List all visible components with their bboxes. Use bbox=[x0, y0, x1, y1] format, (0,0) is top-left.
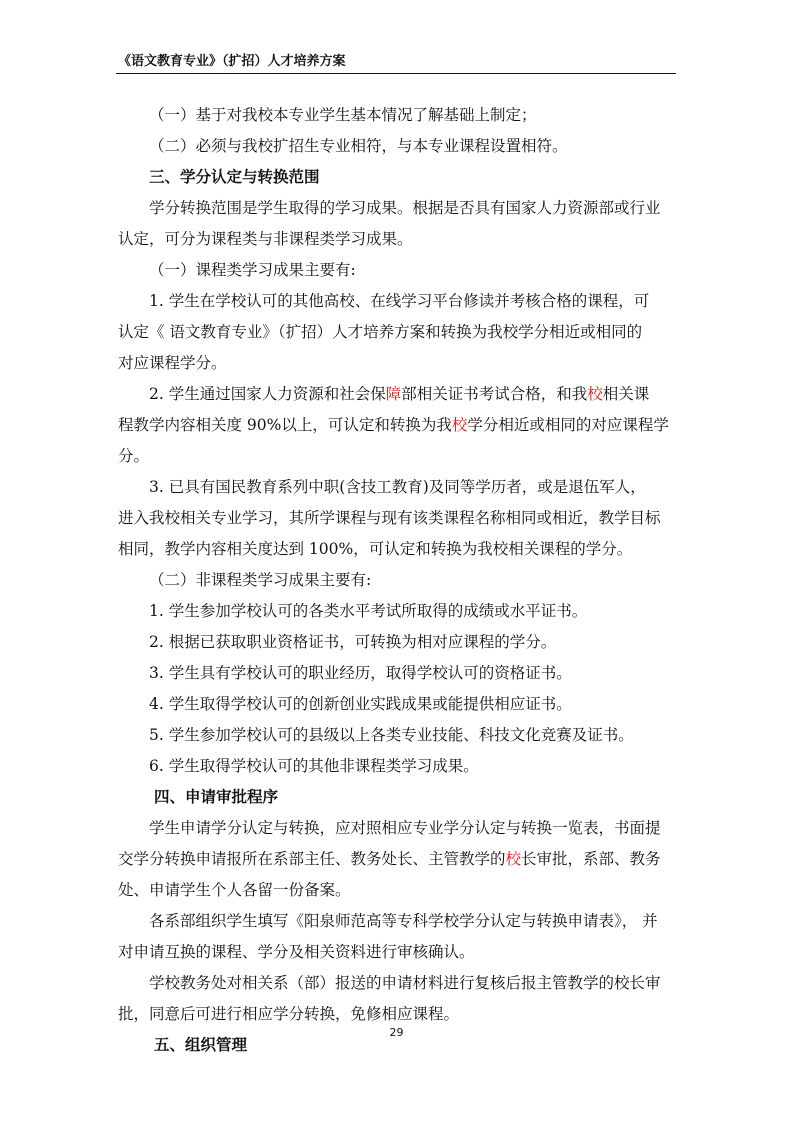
paragraph-line: 分。 bbox=[118, 447, 150, 465]
text-run: 长审批，系部、教务 bbox=[521, 850, 661, 868]
highlighted-character: 障 bbox=[385, 385, 402, 403]
list-item-line: 3. 已具有国民教育系列中职(含技工教育)及同等学历者，或是退伍军人， bbox=[149, 478, 646, 496]
paragraph-line: 学校教务处对相关系（部）报送的申请材料进行复核后报主管教学的校长审 bbox=[149, 974, 661, 992]
text-run: 部相关证书考试合格，和我 bbox=[401, 385, 588, 403]
page-header-title: 《语文教育专业》（扩招）人才培养方案 bbox=[118, 54, 346, 69]
paragraph-line: （一）基于对我校本专业学生基本情况了解基础上制定； bbox=[149, 106, 537, 124]
section-heading: 四、申请审批程序 bbox=[154, 788, 279, 806]
paragraph-line: 对申请互换的课程、学分及相关资料进行审核确认。 bbox=[118, 943, 475, 961]
section-heading: 五、组织管理 bbox=[154, 1036, 248, 1054]
list-item-line: 1. 学生在学校认可的其他高校、在线学习平台修读并考核合格的课程，可 bbox=[149, 292, 650, 310]
text-run: 2. 学生通过国家人力资源和社会保 bbox=[149, 385, 386, 403]
header-rule bbox=[116, 73, 676, 74]
paragraph-line: 批，同意后可进行相应学分转换，免修相应课程。 bbox=[118, 1005, 460, 1023]
text-run: 程教学内容相关度 90%以上，可认定和转换为我 bbox=[118, 416, 452, 434]
list-item-line: 2. 根据已获取职业资格证书，可转换为相对应课程的学分。 bbox=[149, 633, 557, 651]
paragraph-line: 各系部组织学生填写《阳泉师范高等专科学校学分认定与转换申请表》， 并 bbox=[149, 912, 658, 930]
list-item-line: 3. 学生具有学校认可的职业经历，取得学校认可的资格证书。 bbox=[149, 664, 572, 682]
paragraph-line: 处、申请学生个人各留一份备案。 bbox=[118, 881, 351, 899]
paragraph-line: （二）必须与我校扩招生专业相符，与本专业课程设置相符。 bbox=[149, 137, 568, 155]
section-heading: 三、学分认定与转换范围 bbox=[149, 168, 320, 186]
page-number: 29 bbox=[389, 1026, 404, 1039]
text-run: 相关课 bbox=[602, 385, 650, 403]
paragraph-line: 进入我校相关专业学习，其所学课程与现有该类课程名称相同或相近，教学目标 bbox=[118, 509, 661, 527]
list-item-line: 5. 学生参加学校认可的县级以上各类专业技能、科技文化竞赛及证书。 bbox=[149, 726, 634, 744]
paragraph-line: 认定，可分为课程类与非课程类学习成果。 bbox=[118, 230, 413, 248]
paragraph-line: 相同，教学内容相关度达到 100%，可认定和转换为我校相关课程的学分。 bbox=[118, 540, 633, 558]
list-item-line: 4. 学生取得学校认可的创新创业实践成果或能提供相应证书。 bbox=[149, 695, 572, 713]
subsection-heading: （一）课程类学习成果主要有: bbox=[149, 261, 356, 279]
highlighted-character: 校 bbox=[451, 416, 468, 434]
document-body bbox=[118, 100, 678, 1061]
paragraph-line: 认定《 语文教育专业》（扩招）人才培养方案和转换为我校学分相近或相同的 bbox=[118, 323, 643, 341]
text-run: 学分相近或相同的对应课程学 bbox=[467, 416, 669, 434]
paragraph-line: 学生申请学分认定与转换，应对照相应专业学分认定与转换一览表，书面提 bbox=[149, 819, 661, 837]
paragraph-line: 学分转换范围是学生取得的学习成果。根据是否具有国家人力资源部或行业 bbox=[149, 199, 661, 217]
list-item-line: 1. 学生参加学校认可的各类水平考试所取得的成绩或水平证书。 bbox=[149, 602, 588, 620]
paragraph-line bbox=[118, 410, 678, 441]
paragraph-line bbox=[118, 844, 678, 875]
list-item-line bbox=[118, 379, 678, 410]
text-run: 交学分转换申请报所在系部主任、教务处长、主管教学的 bbox=[118, 850, 506, 868]
highlighted-character: 校 bbox=[505, 850, 522, 868]
list-item-line: 6. 学生取得学校认可的其他非课程类学习成果。 bbox=[149, 757, 479, 775]
highlighted-character: 校 bbox=[587, 385, 603, 403]
subsection-heading: （二）非课程类学习成果主要有: bbox=[149, 571, 372, 589]
paragraph-line: 对应课程学分。 bbox=[118, 354, 227, 372]
